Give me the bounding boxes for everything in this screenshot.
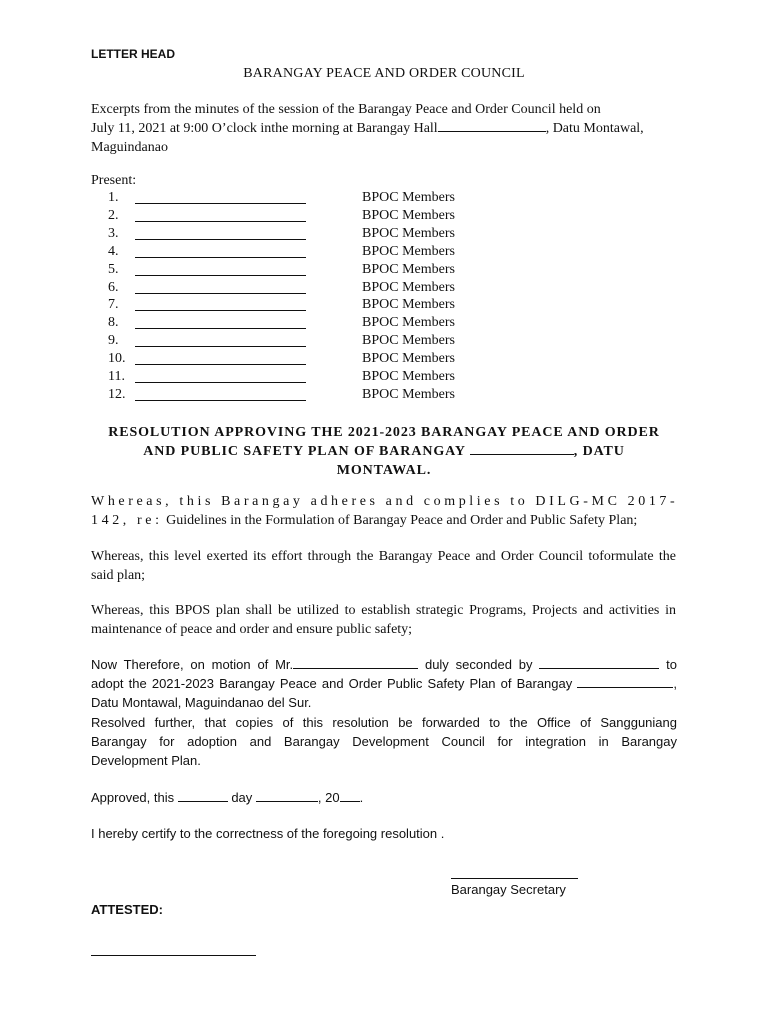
approved-text: . [359,790,364,805]
member-number: 8. [108,315,119,331]
resolved-line: Barangay for adoption and Barangay Development Council for integration in Barangay [91,734,677,749]
seconded-by-blank [539,656,659,669]
council-title: BARANGAY PEACE AND ORDER COUNCIL [243,66,525,81]
member-number: 1. [108,190,119,205]
resolution-title-text: , DATU MONTAWAL. [336,444,625,478]
member-row [0,369,768,387]
member-name-blank [135,382,306,383]
attested-signature-line [91,955,256,956]
member-row [0,208,768,226]
excerpt-line: Maguindanao [91,140,168,155]
member-name-blank [135,221,306,222]
member-row [0,226,768,244]
member-row [0,315,768,333]
member-row [0,351,768,369]
member-number: 7. [108,297,119,313]
member-number: 2. [108,207,119,223]
member-number: 3. [108,225,119,241]
member-role: BPOC Members [362,207,455,223]
member-role: BPOC Members [362,386,455,402]
member-name-blank [135,346,306,347]
whereas-line [91,511,676,530]
whereas-paragraph [91,492,679,530]
member-name-blank [135,310,306,311]
approved-text: , 20 [317,790,340,805]
member-row [0,244,768,262]
now-therefore-text: adopt the 2021-2023 Barangay Peace and Order Public Safety Plan of Barangay [91,676,578,691]
member-role: BPOC Members [362,315,455,331]
now-therefore-line [91,674,677,693]
now-therefore-paragraph [91,655,677,712]
now-therefore-text: , [673,676,677,691]
member-name-blank [135,293,306,294]
member-row [0,387,768,405]
now-therefore-text: Now Therefore, on motion of Mr. [91,657,294,672]
whereas-paragraph: Whereas, this level exerted its effort through the Barangay Peace and Order Council toformulate the said plan; [91,549,676,583]
now-therefore-line [91,655,677,674]
excerpt-text: July 11, 2021 at 9:00 O’clock inthe morning at Barangay Hall [91,121,438,136]
resolved-further-paragraph [91,713,677,770]
secretary-signature-line [451,878,578,879]
member-number: 10. [108,351,126,367]
approved-text: Approved, this [91,790,178,805]
whereas-text: Guidelines in the Formulation of Barangay Peace and Order and Public Safety Plan; [162,513,638,528]
barangay-hall-blank [438,119,546,132]
now-therefore-text: to [659,657,677,672]
excerpt-paragraph [91,100,681,157]
approved-text: day [227,790,256,805]
approved-line [91,789,363,805]
member-role: BPOC Members [362,351,455,367]
present-label: Present: [91,173,137,188]
approved-month-blank [256,789,318,802]
member-number: 4. [108,243,119,259]
member-name-blank [135,257,306,258]
member-number: 12. [108,386,126,402]
resolution-title-text: RESOLUTION APPROVING THE 2021-2023 BARANGAY PEACE AND ORDER AND PUBLIC SAFETY PLAN OF BARANGAY [108,425,660,459]
excerpt-line [91,119,681,138]
member-role: BPOC Members [362,369,455,384]
secretary-label: Barangay Secretary [451,882,566,897]
member-row [0,262,768,280]
whereas-text: 142, re: [91,513,163,528]
member-role: BPOC Members [362,279,455,295]
member-role: BPOC Members [362,333,455,349]
member-row [0,333,768,351]
barangay-name-blank [470,442,574,455]
member-number: 11. [108,369,125,384]
attested-label: ATTESTED: [91,902,163,917]
member-row [0,297,768,315]
member-role: BPOC Members [362,190,455,205]
certify-statement: I hereby certify to the correctness of the foregoing resolution . [91,826,445,841]
letter-head: LETTER HEAD [91,47,175,61]
member-name-blank [135,400,306,401]
member-name-blank [135,364,306,365]
resolved-line: Development Plan. [91,753,201,768]
approved-day-blank [178,789,228,802]
whereas-line: Whereas, this Barangay adheres and complies to DILG-MC 2017- [91,494,679,509]
barangay-blank [577,675,673,688]
now-therefore-text: duly seconded by [418,657,540,672]
member-name-blank [135,239,306,240]
member-row [0,280,768,298]
resolved-line: Resolved further, that copies of this resolution be forwarded to the Office of Sangguniang [91,715,677,730]
member-name-blank [135,328,306,329]
member-role: BPOC Members [362,243,455,259]
member-row [0,190,768,208]
member-name-blank [135,203,306,204]
approved-year-blank [340,789,360,802]
now-therefore-line: Datu Montawal, Maguindanao del Sur. [91,695,312,710]
member-role: BPOC Members [362,297,455,313]
resolution-title [100,423,668,480]
member-number: 6. [108,279,119,295]
member-name-blank [135,275,306,276]
excerpt-line: Excerpts from the minutes of the session of the Barangay Peace and Order Council held on [91,102,601,117]
motion-by-blank [293,656,418,669]
member-number: 5. [108,261,119,277]
member-number: 9. [108,333,119,349]
whereas-paragraph: Whereas, this BPOS plan shall be utilized to establish strategic Programs, Projects and activities in maintenance of peace and order and ensure public safety; [91,603,676,637]
member-role: BPOC Members [362,225,455,241]
excerpt-text: , Datu Montawal, [545,121,644,136]
member-role: BPOC Members [362,261,455,277]
